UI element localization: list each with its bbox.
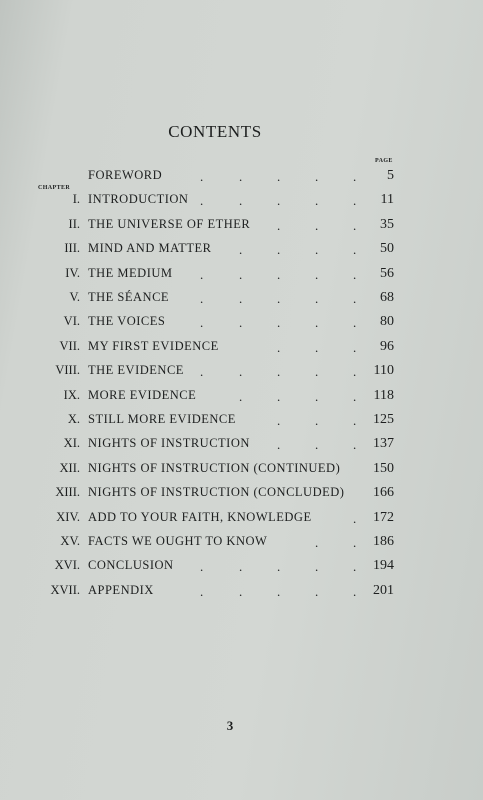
- dot-leader: .: [353, 169, 357, 184]
- page-reference: 137: [373, 436, 394, 452]
- toc-entry: [0, 534, 483, 552]
- chapter-number: XIII.: [55, 485, 80, 500]
- chapter-number: IX.: [63, 387, 80, 402]
- chapter-title: ADD TO YOUR FAITH, KNOWLEDGE: [88, 509, 312, 524]
- dot-leader: .: [353, 559, 357, 575]
- dot-leader: .: [315, 291, 319, 306]
- chapter-title: CONCLUSION: [88, 558, 174, 573]
- dot-leader: .: [277, 266, 281, 282]
- page-reference: 186: [373, 534, 394, 549]
- page-reference: 201: [373, 582, 394, 598]
- chapter-title: INTRODUCTION: [88, 192, 189, 207]
- page-reference: 35: [380, 216, 394, 232]
- dot-leader: .: [200, 559, 204, 575]
- chapter-number: IV.: [65, 265, 80, 280]
- chapter-number: III.: [64, 241, 80, 256]
- page-reference: 125: [373, 412, 394, 427]
- dot-leader: .: [239, 169, 243, 184]
- dot-leader: .: [353, 339, 357, 355]
- chapter-number: II.: [68, 216, 80, 231]
- dot-leader: .: [239, 559, 243, 575]
- chapter-number: XIV.: [56, 509, 80, 524]
- chapter-title: NIGHTS OF INSTRUCTION (CONCLUDED): [88, 485, 345, 500]
- toc-entry: [0, 339, 483, 357]
- page-reference: 56: [380, 265, 394, 281]
- dot-leader: .: [277, 559, 281, 575]
- dot-leader: .: [239, 583, 243, 599]
- dot-leader: .: [353, 510, 357, 526]
- toc-entry: [0, 363, 483, 381]
- dot-leader: .: [353, 193, 357, 209]
- toc-entry: [0, 583, 483, 601]
- dot-leader: .: [277, 437, 281, 453]
- page-reference: 80: [380, 314, 394, 330]
- chapter-title: THE VOICES: [88, 314, 166, 329]
- chapter-title: MY FIRST EVIDENCE: [88, 338, 219, 353]
- page-column-label: PAGE: [375, 158, 393, 164]
- dot-leader: .: [277, 291, 281, 306]
- page-reference: 96: [380, 338, 394, 354]
- page-reference: 172: [373, 509, 394, 525]
- dot-leader: .: [315, 413, 319, 428]
- dot-leader: .: [315, 364, 319, 380]
- page-reference: 150: [373, 460, 394, 476]
- chapter-title: THE EVIDENCE: [88, 363, 184, 378]
- page-reference: 5: [387, 168, 394, 183]
- toc-entry: [0, 192, 483, 210]
- toc-entry: [0, 290, 483, 308]
- chapter-number: XII.: [59, 460, 80, 475]
- page-number: 3: [226, 718, 234, 733]
- page-reference: 166: [373, 485, 394, 501]
- dot-leader: .: [277, 315, 281, 331]
- chapter-title: THE SÉANCE: [88, 290, 170, 304]
- chapter-title: NIGHTS OF INSTRUCTION: [88, 436, 250, 451]
- toc-entry: [0, 461, 483, 479]
- dot-leader: .: [353, 535, 357, 550]
- chapter-number: VIII.: [55, 363, 80, 378]
- dot-leader: .: [277, 413, 281, 428]
- dot-leader: .: [315, 266, 319, 282]
- chapter-number: V.: [69, 290, 80, 304]
- toc-entry: [0, 217, 483, 235]
- dot-leader: .: [277, 583, 281, 599]
- dot-leader: .: [200, 266, 204, 282]
- dot-leader: .: [353, 388, 357, 404]
- chapter-title: MORE EVIDENCE: [88, 387, 197, 402]
- dot-leader: .: [353, 413, 357, 428]
- chapter-title: FOREWORD: [88, 168, 163, 182]
- dot-leader: .: [239, 364, 243, 380]
- dot-leader: .: [315, 217, 319, 233]
- toc-entry: [0, 314, 483, 332]
- contents-heading: CONTENTS: [168, 122, 262, 141]
- toc-entry: [0, 485, 483, 503]
- dot-leader: .: [353, 291, 357, 306]
- dot-leader: .: [239, 388, 243, 404]
- toc-entry: [0, 388, 483, 406]
- chapter-title: NIGHTS OF INSTRUCTION (CONTINUED): [88, 460, 341, 475]
- toc-entry: [0, 510, 483, 528]
- dot-leader: .: [315, 169, 319, 184]
- dot-leader: .: [353, 437, 357, 453]
- dot-leader: .: [315, 193, 319, 209]
- dot-leader: .: [277, 242, 281, 258]
- toc-entry: [0, 412, 483, 430]
- toc-entry: [0, 266, 483, 284]
- chapter-column-label: CHAPTER: [38, 185, 71, 191]
- dot-leader: .: [277, 388, 281, 404]
- dot-leader: .: [200, 315, 204, 331]
- toc-entry: [0, 241, 483, 259]
- page-reference: 110: [373, 363, 394, 379]
- toc-entry: [0, 558, 483, 576]
- dot-leader: .: [353, 217, 357, 233]
- page-reference: 118: [373, 387, 394, 403]
- chapter-title: THE UNIVERSE OF ETHER: [88, 216, 251, 231]
- dot-leader: .: [353, 315, 357, 331]
- chapter-title: FACTS WE OUGHT TO KNOW: [88, 534, 268, 548]
- dot-leader: .: [315, 559, 319, 575]
- dot-leader: .: [239, 291, 243, 306]
- dot-leader: .: [200, 364, 204, 380]
- page-reference: 11: [380, 192, 394, 208]
- dot-leader: .: [315, 583, 319, 599]
- chapter-number: VII.: [59, 338, 80, 353]
- dot-leader: .: [239, 242, 243, 258]
- chapter-title: MIND AND MATTER: [88, 241, 212, 256]
- chapter-number: X.: [67, 412, 80, 426]
- dot-leader: .: [200, 291, 204, 306]
- dot-leader: .: [353, 242, 357, 258]
- dot-leader: .: [239, 266, 243, 282]
- chapter-number: XI.: [63, 436, 80, 451]
- dot-leader: .: [315, 242, 319, 258]
- dot-leader: .: [353, 583, 357, 599]
- dot-leader: .: [315, 315, 319, 331]
- chapter-number: XVII.: [50, 582, 80, 597]
- dot-leader: .: [353, 266, 357, 282]
- dot-leader: .: [200, 193, 204, 209]
- dot-leader: .: [315, 437, 319, 453]
- dot-leader: .: [315, 388, 319, 404]
- dot-leader: .: [277, 217, 281, 233]
- dot-leader: .: [200, 169, 204, 184]
- toc-entry: [0, 168, 483, 186]
- toc-entry: [0, 436, 483, 454]
- dot-leader: .: [200, 583, 204, 599]
- chapter-number: I.: [72, 192, 80, 207]
- dot-leader: .: [277, 339, 281, 355]
- dot-leader: .: [315, 339, 319, 355]
- dot-leader: .: [239, 315, 243, 331]
- chapter-number: XV.: [60, 534, 80, 548]
- page-reference: 50: [380, 241, 394, 257]
- dot-leader: .: [353, 364, 357, 380]
- page-reference: 68: [380, 290, 394, 305]
- chapter-title: STILL MORE EVIDENCE: [88, 412, 236, 426]
- dot-leader: .: [277, 169, 281, 184]
- chapter-title: APPENDIX: [88, 582, 154, 597]
- dot-leader: .: [315, 535, 319, 550]
- dot-leader: .: [277, 364, 281, 380]
- chapter-title: THE MEDIUM: [88, 265, 173, 280]
- chapter-number: VI.: [63, 314, 80, 329]
- page-reference: 194: [373, 558, 394, 574]
- dot-leader: .: [239, 193, 243, 209]
- dot-leader: .: [277, 193, 281, 209]
- chapter-number: XVI.: [54, 558, 80, 573]
